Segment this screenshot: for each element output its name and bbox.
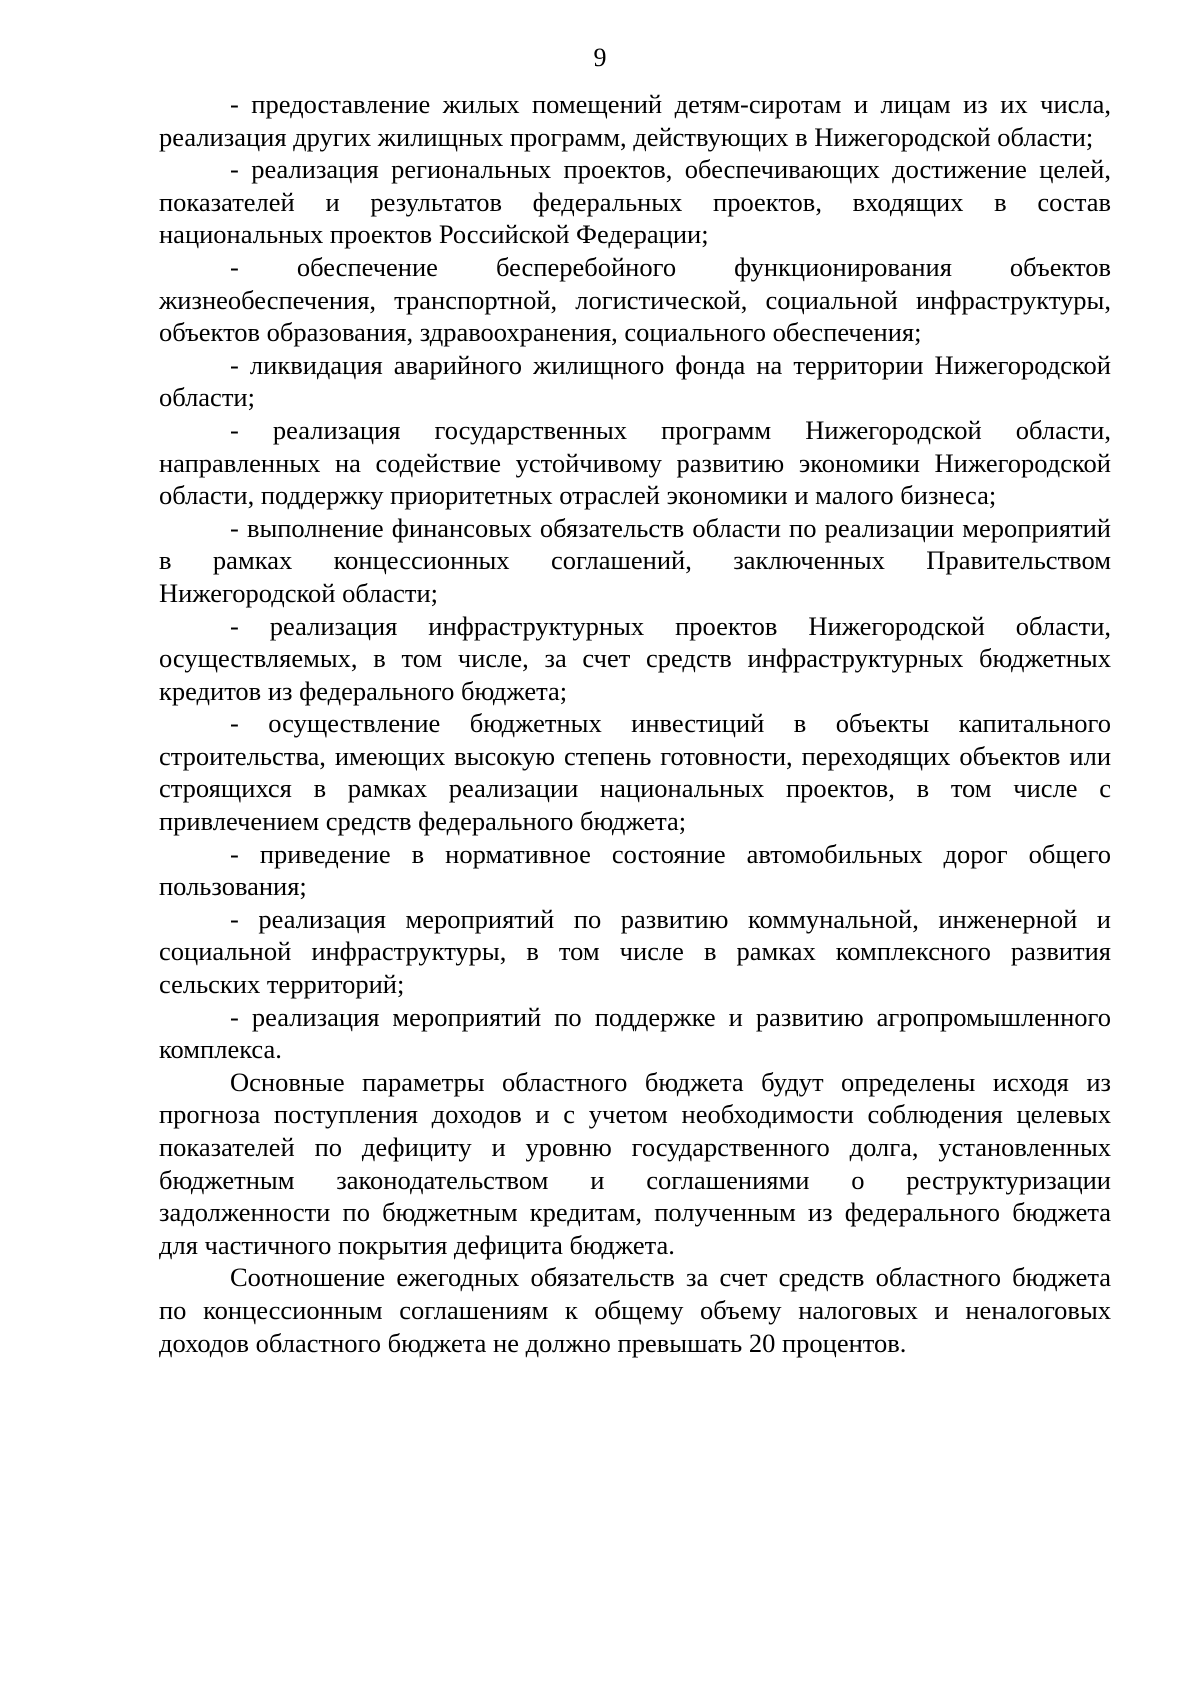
paragraph-budget-parameters: Основные параметры областного бюджета будут определены исходя из прогноза поступления доходов и с учетом необходимости соблюдения целевых показателей по дефициту и уровню государственного долга, установленных бюджетным законодательством и соглашениями о реструктуризации задолженности по бюджетным кредитам, полученным из федерального бюджета для частичного покрытия дефицита бюджета. (159, 1066, 1111, 1260)
list-item-infrastructure-projects: - реализация инфраструктурных проектов Нижегородской области, осуществляемых, в том числе, за счет средств инфраструктурных бюджетных кредитов из федерального бюджета; (159, 610, 1111, 706)
list-item-roads: - приведение в нормативное состояние автомобильных дорог общего пользования; (159, 838, 1111, 902)
list-item-orphan-housing: - предоставление жилых помещений детям-сиротам и лицам из их числа, реализация других жилищных программ, действующих в Нижегородской области; (159, 89, 1111, 152)
list-item-emergency-housing: - ликвидация аварийного жилищного фонда на территории Нижегородской области; (159, 349, 1111, 413)
list-item-agro-industry: - реализация мероприятий по поддержке и развитию агропромышленного комплекса. (159, 1001, 1111, 1065)
list-item-state-programs: - реализация государственных программ Нижегородской области, направленных на содействие устойчивому развитию экономики Нижегородской области, поддержку приоритетных отраслей экономики и малого бизнеса; (159, 414, 1111, 511)
list-item-regional-projects: - реализация региональных проектов, обеспечивающих достижение целей, показателей и результатов федеральных проектов, входящих в состав национальных проектов Российской Федерации; (159, 154, 1111, 250)
list-item-infrastructure-operation: - обеспечение бесперебойного функционирования объектов жизнеобеспечения, транспортной, логистической, социальной инфраструктуры, объектов образования, здравоохранения, социального обеспечения; (159, 251, 1111, 348)
list-item-concession-obligations: - выполнение финансовых обязательств области по реализации мероприятий в рамках концессионных соглашений, заключенных Правительством Нижегородской области; (159, 512, 1111, 608)
list-item-communal-infrastructure: - реализация мероприятий по развитию коммунальной, инженерной и социальной инфраструктуры, в том числе в рамках комплексного развития сельских территорий; (159, 903, 1111, 1000)
page-number: 9 (593, 43, 607, 72)
paragraph-concession-ratio: Соотношение ежегодных обязательств за счет средств областного бюджета по концессионным соглашениям к общему объему налоговых и неналоговых доходов областного бюджета не должно превышать 20 процентов. (159, 1262, 1111, 1358)
document-body (159, 88, 1111, 1359)
list-item-capital-investments: - осуществление бюджетных инвестиций в объекты капитального строительства, имеющих высокую степень готовности, переходящих объектов или строящихся в рамках реализации национальных проектов, в том числе с привлечением средств федерального бюджета; (159, 708, 1111, 837)
